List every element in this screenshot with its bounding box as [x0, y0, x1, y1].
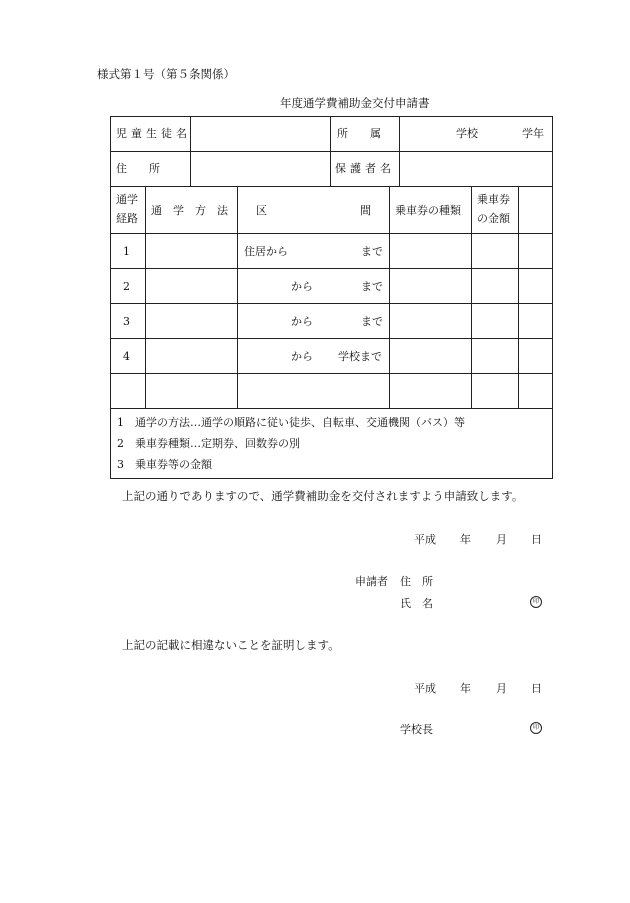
route-row-from: から — [291, 315, 313, 328]
route-row-number: 1 — [123, 245, 130, 258]
section-header-right: 間 — [360, 204, 371, 217]
section-header-left: 区 — [256, 204, 267, 217]
route-row-to: 学校まで — [338, 350, 382, 363]
table-vline — [399, 116, 400, 186]
table-vline — [145, 186, 146, 408]
applicant-label: 申請者 — [355, 575, 388, 588]
school-label: 学校 — [456, 127, 478, 140]
table-border-right — [552, 116, 553, 479]
guardian-label: 保護者名 — [335, 162, 395, 175]
route-header-line2: 経路 — [116, 212, 138, 225]
table-hline — [110, 373, 553, 374]
route-row-from: から — [291, 350, 313, 363]
address-label: 住 所 — [116, 162, 160, 175]
route-row-number: 3 — [123, 315, 130, 328]
note-item: 2 乗車券種類…定期券、回数券の別 — [117, 437, 300, 450]
route-row-number: 4 — [123, 350, 130, 363]
table-hline — [110, 151, 553, 152]
note-item: 1 通学の方法…通学の順路に従い徒歩、自転車、交通機関（バス）等 — [117, 416, 465, 429]
seal-mark: 印 — [530, 596, 542, 608]
table-border-top — [110, 116, 553, 117]
date-year: 年 — [460, 533, 471, 546]
note-item: 3 乗車券等の金額 — [117, 458, 212, 471]
table-border-bottom — [110, 478, 553, 479]
method-header: 通 学 方 法 — [151, 204, 228, 217]
date-day: 日 — [531, 533, 542, 546]
date-era: 平成 — [414, 682, 436, 695]
route-header-line1: 通学 — [116, 193, 138, 206]
date-year: 年 — [460, 682, 471, 695]
date-month: 月 — [496, 682, 507, 695]
principal-label: 学校長 — [400, 723, 433, 736]
grade-label: 学年 — [522, 127, 544, 140]
table-hline — [110, 303, 553, 304]
date-era: 平成 — [414, 533, 436, 546]
route-row-from: から — [291, 280, 313, 293]
table-hline — [110, 268, 553, 269]
applicant-address-label: 住 所 — [400, 575, 433, 588]
certify-statement: 上記の記載に相違ないことを証明します。 — [122, 638, 340, 652]
ticket-type-header: 乗車券の種類 — [395, 204, 461, 217]
student-name-label: 児童生徒名 — [116, 127, 191, 140]
route-row-to: まで — [361, 315, 383, 328]
seal-mark: 印 — [530, 722, 542, 734]
date-month: 月 — [496, 533, 507, 546]
table-hline — [110, 186, 553, 187]
table-vline — [471, 186, 472, 408]
table-border-left — [110, 116, 111, 479]
route-row-number: 2 — [123, 280, 130, 293]
form-number: 様式第１号（第５条関係） — [97, 67, 235, 81]
route-row-from: 住居から — [244, 245, 288, 258]
request-statement: 上記の通りでありますので、通学費補助金を交付されますよう申請致します。 — [122, 489, 524, 503]
table-vline — [237, 186, 238, 408]
table-hline — [110, 338, 553, 339]
affiliation-label: 所 属 — [337, 127, 381, 140]
route-row-to: まで — [361, 245, 383, 258]
table-vline — [389, 186, 390, 408]
table-vline — [330, 116, 331, 186]
table-hline — [110, 233, 553, 234]
route-row-to: まで — [361, 280, 383, 293]
ticket-amount-header-line2: の金額 — [477, 212, 510, 225]
table-vline — [518, 186, 519, 408]
table-hline — [110, 408, 553, 409]
ticket-amount-header-line1: 乗車券 — [477, 193, 510, 206]
applicant-name-label: 氏 名 — [400, 597, 433, 610]
date-day: 日 — [531, 682, 542, 695]
document-title: 年度通学費補助金交付申請書 — [280, 96, 430, 110]
